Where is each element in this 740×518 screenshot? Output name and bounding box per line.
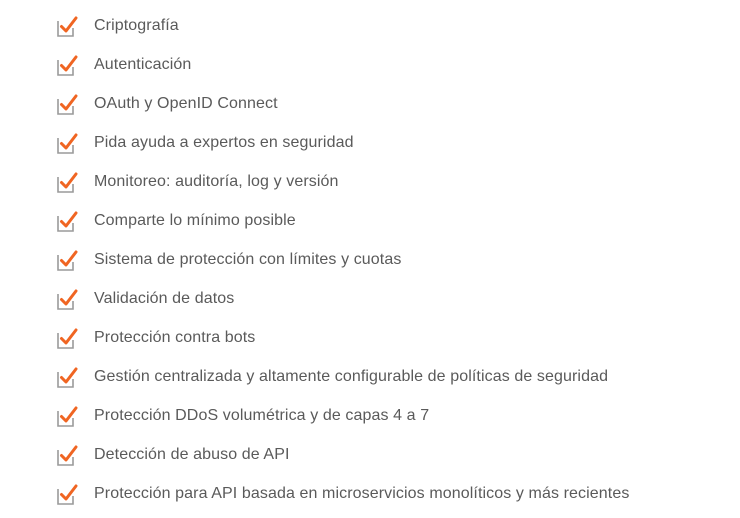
- list-item: [54, 162, 734, 201]
- list-item: [54, 201, 734, 240]
- list-item: [54, 6, 734, 45]
- item-label: Gestión centralizada y altamente configurable de políticas de seguridad: [94, 367, 609, 385]
- list-item: [54, 123, 734, 162]
- checked-box-icon: [54, 92, 80, 118]
- item-label: Monitoreo: auditoría, log y versión: [94, 172, 339, 190]
- list-item: [54, 396, 734, 435]
- checked-box-icon: [54, 326, 80, 352]
- checked-box-icon: [54, 482, 80, 508]
- item-label: Criptografía: [94, 16, 179, 34]
- security-checklist: [54, 6, 734, 513]
- checked-box-icon: [54, 170, 80, 196]
- checked-box-icon: [54, 248, 80, 274]
- item-label: Validación de datos: [94, 289, 235, 307]
- list-item: [54, 318, 734, 357]
- item-label: Protección para API basada en microservicios monolíticos y más recientes: [94, 484, 630, 502]
- checked-box-icon: [54, 365, 80, 391]
- list-item: [54, 357, 734, 396]
- list-item: [54, 279, 734, 318]
- item-label: Comparte lo mínimo posible: [94, 211, 296, 229]
- item-label: Sistema de protección con límites y cuotas: [94, 250, 402, 268]
- list-item: [54, 435, 734, 474]
- item-label: Detección de abuso de API: [94, 445, 290, 463]
- list-item: [54, 474, 734, 513]
- list-item: [54, 84, 734, 123]
- checked-box-icon: [54, 209, 80, 235]
- checked-box-icon: [54, 53, 80, 79]
- list-item: [54, 240, 734, 279]
- checked-box-icon: [54, 131, 80, 157]
- item-label: Protección DDoS volumétrica y de capas 4 a 7: [94, 406, 430, 424]
- list-item: [54, 45, 734, 84]
- checked-box-icon: [54, 443, 80, 469]
- item-label: Autenticación: [94, 55, 192, 73]
- checked-box-icon: [54, 287, 80, 313]
- checked-box-icon: [54, 404, 80, 430]
- item-label: OAuth y OpenID Connect: [94, 94, 278, 112]
- item-label: Protección contra bots: [94, 328, 256, 346]
- checked-box-icon: [54, 14, 80, 40]
- item-label: Pida ayuda a expertos en seguridad: [94, 133, 354, 151]
